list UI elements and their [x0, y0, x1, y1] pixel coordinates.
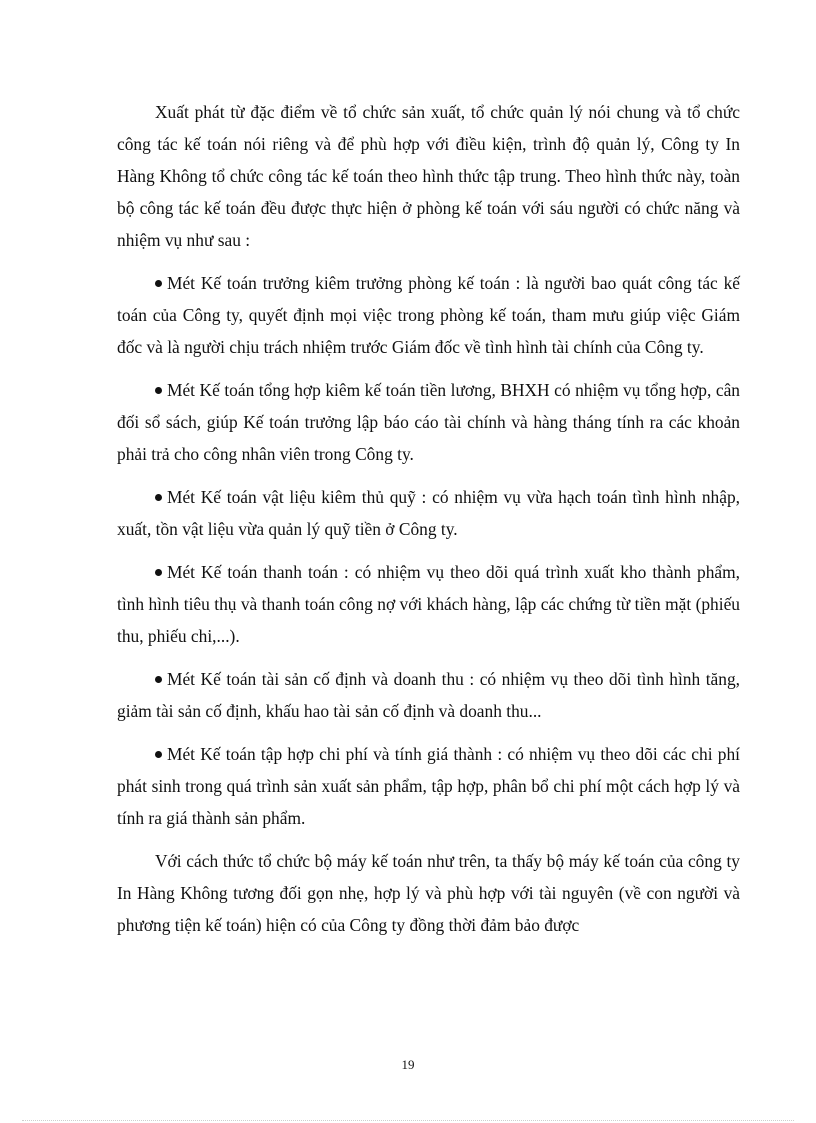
list-item: [117, 738, 740, 834]
page-number: 19: [401, 1057, 415, 1072]
list-item: [117, 556, 740, 652]
list-item-text: Mét Kế toán thanh toán : có nhiệm vụ theo dõi quá trình xuất kho thành phẩm, tình hình tiêu thụ và thanh toán công nợ với khách hàng, lập các chứng từ tiền mặt (phiếu thu, phiếu chi,...).: [117, 562, 740, 646]
list-item-text: Mét Kế toán tài sản cố định và doanh thu : có nhiệm vụ theo dõi tình hình tăng, giảm tài sản cố định, khấu hao tài sản cố định và doanh thu...: [117, 669, 740, 721]
list-item-text: Mét Kế toán tổng hợp kiêm kế toán tiền lương, BHXH có nhiệm vụ tổng hợp, cân đối sổ sách, giúp Kế toán trưởng lập báo cáo tài chính và hàng tháng tính ra các khoản phải trả cho công nhân viên trong Công ty.: [117, 380, 740, 464]
bullet-icon: [155, 751, 162, 758]
list-item: [117, 663, 740, 727]
list-item-text: Mét Kế toán trưởng kiêm trưởng phòng kế toán : là người bao quát công tác kế toán của Công ty, quyết định mọi việc trong phòng kế toán, tham mưu giúp việc Giám đốc và là người chịu trách nhiệm trước Giám đốc về tình hình tài chính của Công ty.: [117, 273, 740, 357]
list-item: [117, 267, 740, 363]
document-body: [117, 96, 740, 952]
conclusion-paragraph: Với cách thức tổ chức bộ máy kế toán như trên, ta thấy bộ máy kế toán của công ty In Hàng Không tương đối gọn nhẹ, hợp lý và phù hợp với tài nguyên (về con người và phương tiện kế toán) hiện có của Công ty đồng thời đảm bảo được: [117, 851, 740, 935]
intro-paragraph: Xuất phát từ đặc điểm về tổ chức sản xuất, tổ chức quản lý nói chung và tổ chức công tác kế toán nói riêng và để phù hợp với điều kiện, trình độ quản lý, Công ty In Hàng Không tổ chức công tác kế toán theo hình thức tập trung. Theo hình thức này, toàn bộ công tác kế toán đều được thực hiện ở phòng kế toán với sáu người có chức năng và nhiệm vụ như sau :: [117, 102, 740, 250]
bullet-icon: [155, 280, 162, 287]
bullet-icon: [155, 387, 162, 394]
list-item: [117, 481, 740, 545]
list-item-text: Mét Kế toán tập hợp chi phí và tính giá thành : có nhiệm vụ theo dõi các chi phí phát sinh trong quá trình sản xuất sản phẩm, tập hợp, phân bổ chi phí một cách hợp lý và tính ra giá thành sản phẩm.: [117, 744, 740, 828]
bullet-icon: [155, 676, 162, 683]
page-bottom-border: [22, 1120, 794, 1121]
bullet-icon: [155, 494, 162, 501]
bullet-icon: [155, 569, 162, 576]
list-item: [117, 374, 740, 470]
list-item-text: Mét Kế toán vật liệu kiêm thủ quỹ : có nhiệm vụ vừa hạch toán tình hình nhập, xuất, tồn vật liệu vừa quản lý quỹ tiền ở Công ty.: [117, 487, 740, 539]
